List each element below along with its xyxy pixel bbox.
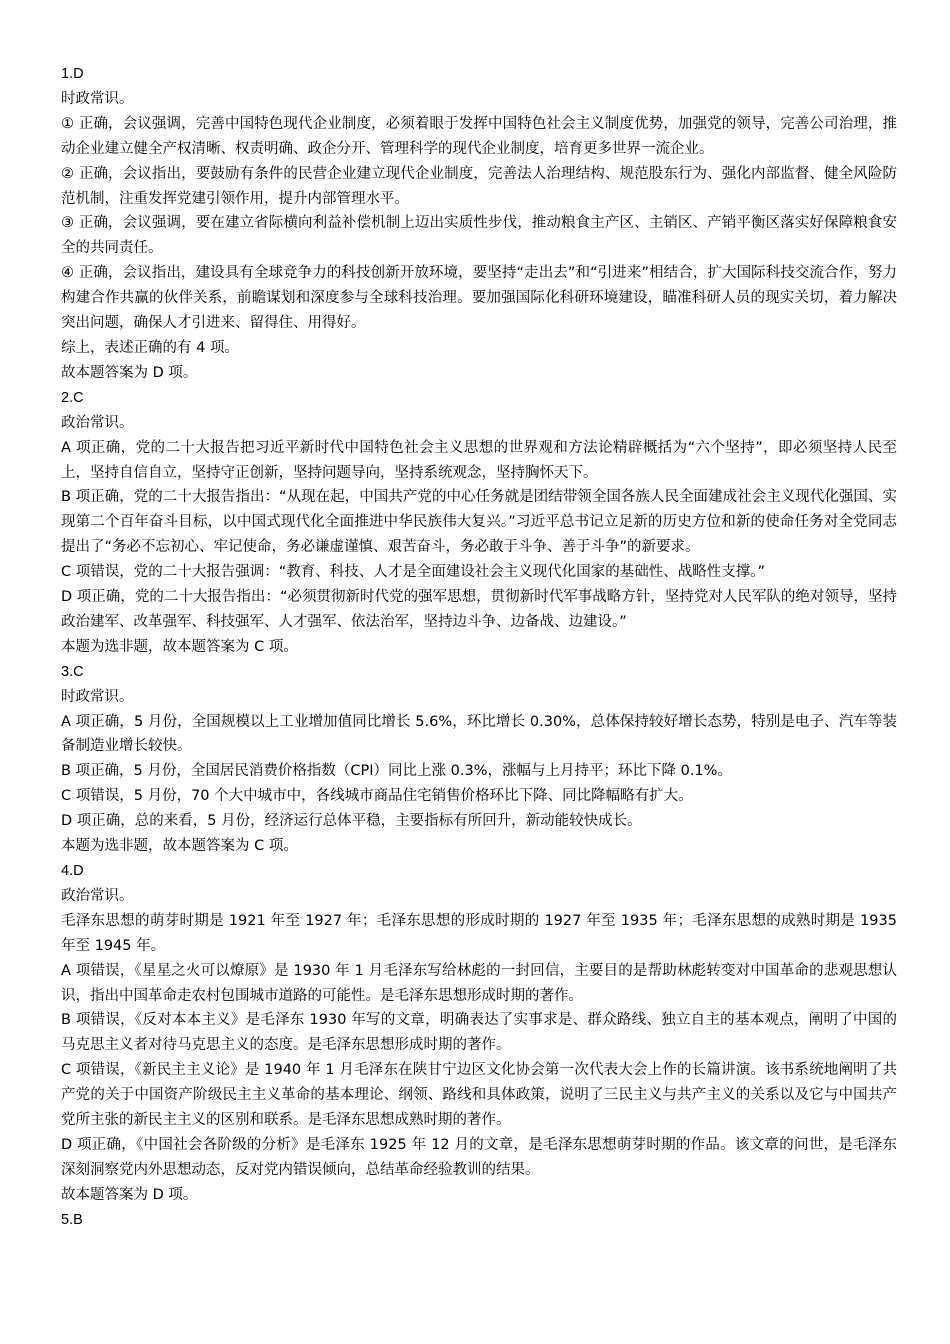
explanation-paragraph: D 项正确，党的二十大报告指出：“必须贯彻新时代党的强军思想，贯彻新时代军事战略方针，坚持党对人民军队的绝对领导，坚持政治建军、改革强军、科技强军、人才强军、依法治军，坚持边斗争、边备战、边建设。” xyxy=(61,589,897,630)
explanation-paragraph: A 项正确，5 月份，全国规模以上工业增加值同比增长 5.6%，环比增长 0.30%，总体保持较好增长态势，特别是电子、汽车等装备制造业增长较快。 xyxy=(61,713,897,755)
answer-conclusion: 本题为选非题，故本题答案为 C 项。 xyxy=(61,838,298,855)
explanation-paragraph: C 项错误，《新民主主义论》是 1940 年 1 月毛泽东在陕甘宁边区文化协会第一次代表大会上作的长篇讲演。该书系统地阐明了共产党的关于中国资产阶级民主主义革命的基本理论、纲领、路线和具体政策，说明了三民主义与共产主义的关系以及它与中国共产党所主张的新民主主义的区别和联系。是毛泽东思想成熟时期的著作。 xyxy=(61,1062,897,1129)
question-number: 5.B xyxy=(61,1211,83,1228)
question-number: 1.D xyxy=(61,66,84,82)
question-category: 时政常识。 xyxy=(61,90,134,107)
explanation-paragraph: ③ 正确，会议强调，要在建立省际横向利益补偿机制上迈出实质性步伐，推动粮食主产区、主销区、产销平衡区落实好保障粮食安全的共同责任。 xyxy=(61,215,897,257)
explanation-paragraph: ① 正确，会议强调，完善中国特色现代企业制度，必须着眼于发挥中国特色社会主义制度优势，加强党的领导，完善公司治理，推动企业建立健全产权清晰、权责明确、政企分开、管理科学的现代企业制度，培育更多世界一流企业。 xyxy=(61,115,897,157)
question-category: 时政常识。 xyxy=(61,688,134,705)
explanation-summary: 综上，表述正确的有 4 项。 xyxy=(61,339,239,356)
explanation-paragraph: B 项正确，5 月份，全国居民消费价格指数（CPI）同比上涨 0.3%，涨幅与上月持平；环比下降 0.1%。 xyxy=(61,763,732,780)
explanation-paragraph: D 项正确，总的来看，5 月份，经济运行总体平稳，主要指标有所回升，新动能较快成长。 xyxy=(61,813,642,830)
explanation-paragraph: C 项错误，党的二十大报告强调：“教育、科技、人才是全面建设社会主义现代化国家的基础性、战略性支撑。” xyxy=(61,564,766,581)
explanation-paragraph: B 项错误，《反对本本主义》是毛泽东 1930 年写的文章，明确表达了实事求是、群众路线、独立自主的基本观点，阐明了中国的马克思主义者对待马克思主义的态度。是毛泽东思想形成时期的著作。 xyxy=(61,1012,897,1054)
answer-explanations-document xyxy=(61,62,897,1233)
answer-conclusion: 本题为选非题，故本题答案为 C 项。 xyxy=(61,638,298,655)
explanation-paragraph: A 项正确，党的二十大报告把习近平新时代中国特色社会主义思想的世界观和方法论精辟概括为“六个坚持”，即必须坚持人民至上，坚持自信自立，坚持守正创新，坚持问题导向，坚持系统观念，坚持胸怀天下。 xyxy=(61,439,897,481)
explanation-paragraph: ④ 正确，会议指出，建设具有全球竞争力的科技创新开放环境，要坚持“走出去”和“引进来”相结合，扩大国际科技交流合作，努力构建合作共赢的伙伴关系，前瞻谋划和深度参与全球科技治理。要加强国际化科研环境建设，瞄准科研人员的现实关切，着力解决突出问题，确保人才引进来、留得住、用得好。 xyxy=(61,265,897,332)
question-category: 政治常识。 xyxy=(61,414,134,431)
question-number: 3.C xyxy=(61,663,84,680)
answer-conclusion: 故本题答案为 D 项。 xyxy=(61,1186,198,1203)
question-category: 政治常识。 xyxy=(61,887,134,904)
explanation-paragraph: A 项错误，《星星之火可以燎原》是 1930 年 1 月毛泽东写给林彪的一封回信，主要目的是帮助林彪转变对中国革命的悲观思想认识，指出中国革命走农村包围城市道路的可能性。是毛泽东思想形成时期的著作。 xyxy=(61,962,897,1004)
explanation-paragraph: D 项正确，《中国社会各阶级的分析》是毛泽东 1925 年 12 月的文章，是毛泽东思想萌芽时期的作品。该文章的问世，是毛泽东深刻洞察党内外思想动态，反对党内错误倾向，总结革命经验教训的结果。 xyxy=(61,1136,897,1178)
question-number: 2.C xyxy=(61,389,84,406)
explanation-paragraph: ② 正确，会议指出，要鼓励有条件的民营企业建立现代企业制度，完善法人治理结构、规范股东行为、强化内部监督、健全风险防范机制，注重发挥党建引领作用，提升内部管理水平。 xyxy=(61,165,897,207)
explanation-paragraph: 毛泽东思想的萌芽时期是 1921 年至 1927 年；毛泽东思想的形成时期的 1927 年至 1935 年；毛泽东思想的成熟时期是 1935 年至 1945 年。 xyxy=(61,912,897,954)
answer-conclusion: 故本题答案为 D 项。 xyxy=(61,364,198,381)
question-number: 4.D xyxy=(61,863,84,879)
explanation-paragraph: B 项正确，党的二十大报告指出：“从现在起，中国共产党的中心任务就是团结带领全国各族人民全面建成社会主义现代化强国、实现第二个百年奋斗目标，以中国式现代化全面推进中华民族伟大复兴。”习近平总书记立足新的历史方位和新的使命任务对全党同志提出了“务必不忘初心、牢记使命，务必谦虚谨慎、艰苦奋斗，务必敢于斗争、善于斗争”的新要求。 xyxy=(61,489,897,556)
explanation-paragraph: C 项错误，5 月份，70 个大中城市中，各线城市商品住宅销售价格环比下降、同比降幅略有扩大。 xyxy=(61,788,693,805)
